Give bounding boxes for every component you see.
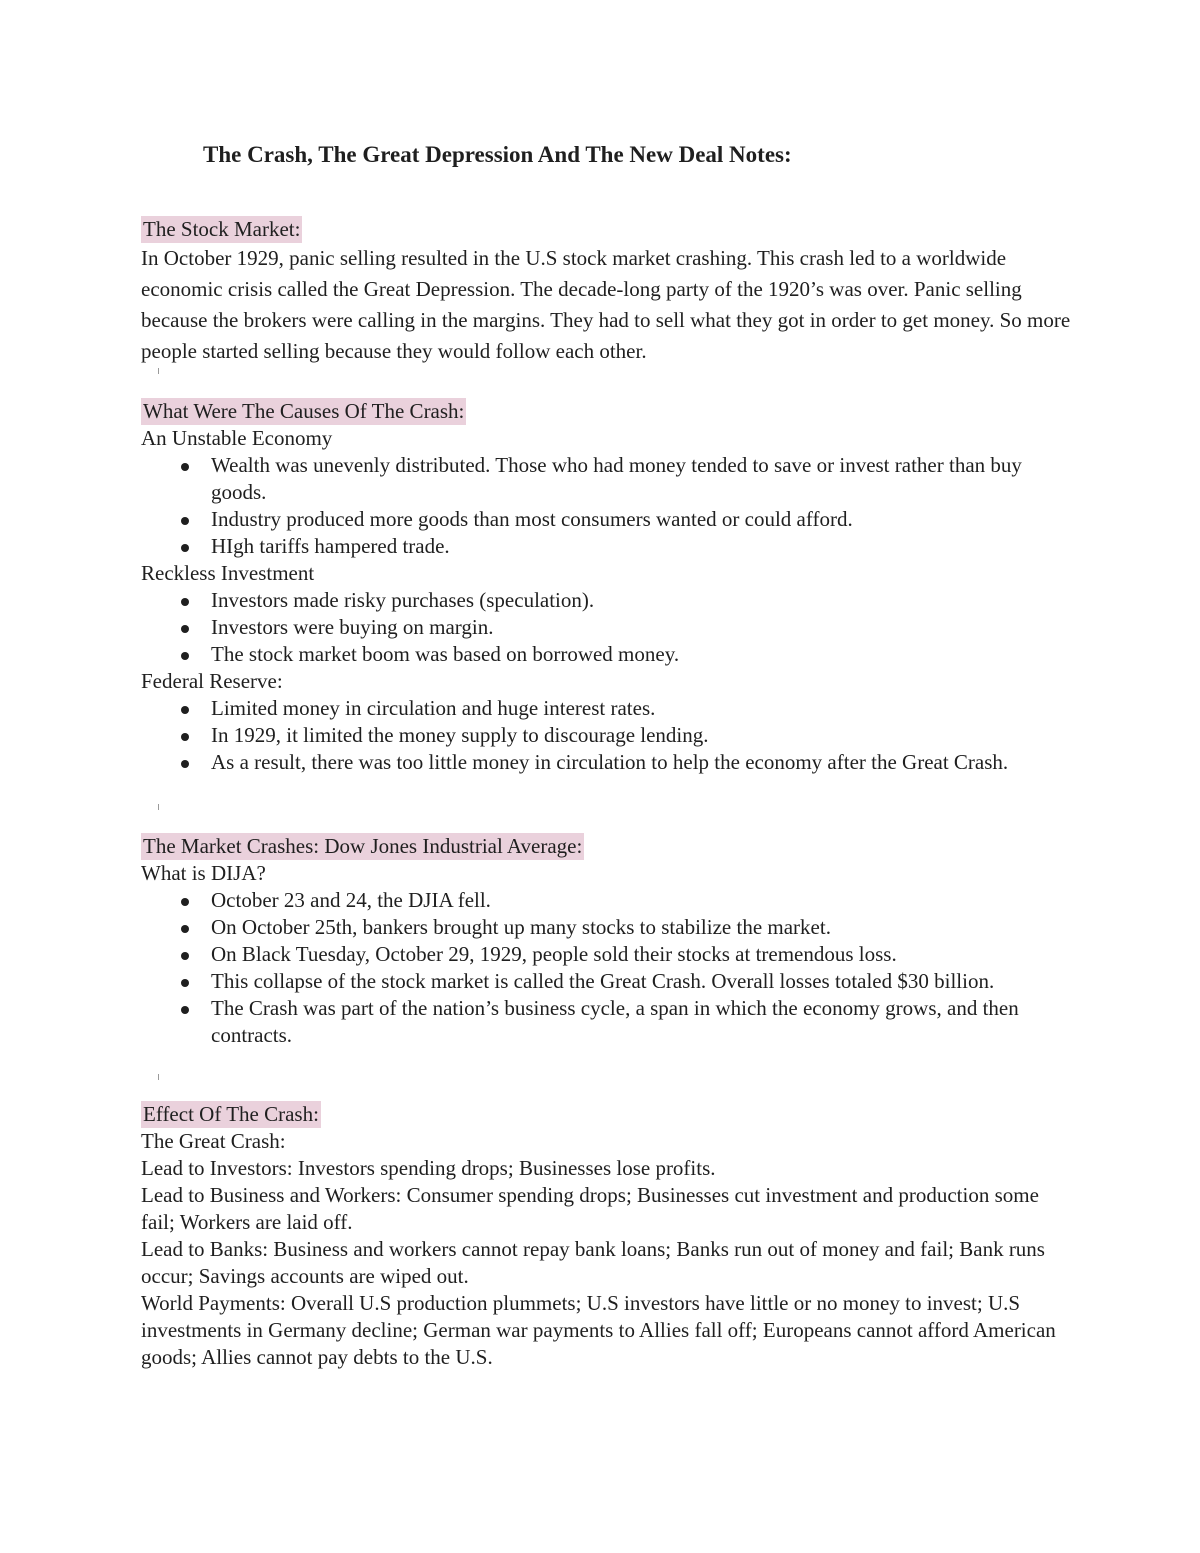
list-item: Investors were buying on margin. xyxy=(141,614,1071,641)
bullet-list xyxy=(141,887,1071,1049)
section-heading: The Market Crashes: Dow Jones Industrial Average: xyxy=(143,834,583,858)
section-heading: What Were The Causes Of The Crash: xyxy=(143,399,465,423)
bullet-list xyxy=(141,452,1071,560)
list-item: Limited money in circulation and huge interest rates. xyxy=(141,695,1071,722)
bullet-list xyxy=(141,587,1071,668)
effect-line: The Great Crash: xyxy=(141,1129,286,1153)
section-effect xyxy=(141,1101,1071,1371)
bullet-icon xyxy=(181,898,189,906)
bullet-icon xyxy=(181,544,189,552)
section-market-crashes xyxy=(141,833,1071,1049)
list-item: This collapse of the stock market is called the Great Crash. Overall losses totaled $30 billion. xyxy=(141,968,1071,995)
bullet-icon xyxy=(181,979,189,987)
paragraph-marker xyxy=(158,368,159,374)
effect-line: World Payments: Overall U.S production plummets; U.S investors have little or no money to invest; U.S investments in Germany decline; German war payments to Allies fall off; Europeans cannot afford American goods; Allies cannot pay debts to the U.S. xyxy=(141,1291,1056,1369)
group-label: Reckless Investment xyxy=(141,561,315,585)
bullet-icon xyxy=(181,625,189,633)
list-item: Wealth was unevenly distributed. Those who had money tended to save or invest rather than buy goods. xyxy=(141,452,1071,506)
list-item: The stock market boom was based on borrowed money. xyxy=(141,641,1071,668)
list-item: HIgh tariffs hampered trade. xyxy=(141,533,1071,560)
bullet-icon xyxy=(181,952,189,960)
list-item: In 1929, it limited the money supply to discourage lending. xyxy=(141,722,1071,749)
bullet-icon xyxy=(181,652,189,660)
list-item: As a result, there was too little money in circulation to help the economy after the Great Crash. xyxy=(141,749,1071,776)
bullet-icon xyxy=(181,463,189,471)
group-label: An Unstable Economy xyxy=(141,426,333,450)
bullet-icon xyxy=(181,1006,189,1014)
bullet-icon xyxy=(181,925,189,933)
effect-line: Lead to Investors: Investors spending drops; Businesses lose profits. xyxy=(141,1156,716,1180)
group-label: What is DIJA? xyxy=(141,861,266,885)
section-paragraph: In October 1929, panic selling resulted in the U.S stock market crashing. This crash led to a worldwide economic crisis called the Great Depression. The decade-long party of the 1920’s was over. Panic selling because the brokers were calling in the margins. They had to sell what they got in order to get money. So more people started selling because they would follow each other. xyxy=(141,246,1071,363)
list-item: On October 25th, bankers brought up many stocks to stabilize the market. xyxy=(141,914,1071,941)
bullet-icon xyxy=(181,517,189,525)
section-heading: The Stock Market: xyxy=(143,217,301,241)
document-title: The Crash, The Great Depression And The New Deal Notes: xyxy=(203,142,792,167)
list-item: The Crash was part of the nation’s business cycle, a span in which the economy grows, and then contracts. xyxy=(141,995,1071,1049)
list-item: Investors made risky purchases (speculation). xyxy=(141,587,1071,614)
bullet-list xyxy=(141,695,1071,776)
list-item: On Black Tuesday, October 29, 1929, people sold their stocks at tremendous loss. xyxy=(141,941,1071,968)
section-heading: Effect Of The Crash: xyxy=(143,1102,319,1126)
paragraph-marker xyxy=(158,804,159,810)
bullet-icon xyxy=(181,760,189,768)
group-label: Federal Reserve: xyxy=(141,669,283,693)
paragraph-marker xyxy=(158,1074,159,1080)
bullet-icon xyxy=(181,598,189,606)
list-item: October 23 and 24, the DJIA fell. xyxy=(141,887,1071,914)
bullet-icon xyxy=(181,706,189,714)
list-item: Industry produced more goods than most consumers wanted or could afford. xyxy=(141,506,1071,533)
section-causes xyxy=(141,398,1071,776)
effect-line: Lead to Business and Workers: Consumer spending drops; Businesses cut investment and production some fail; Workers are laid off. xyxy=(141,1183,1039,1234)
bullet-icon xyxy=(181,733,189,741)
section-stock-market xyxy=(141,216,1071,367)
effect-line: Lead to Banks: Business and workers cannot repay bank loans; Banks run out of money and fail; Bank runs occur; Savings accounts are wiped out. xyxy=(141,1237,1045,1288)
